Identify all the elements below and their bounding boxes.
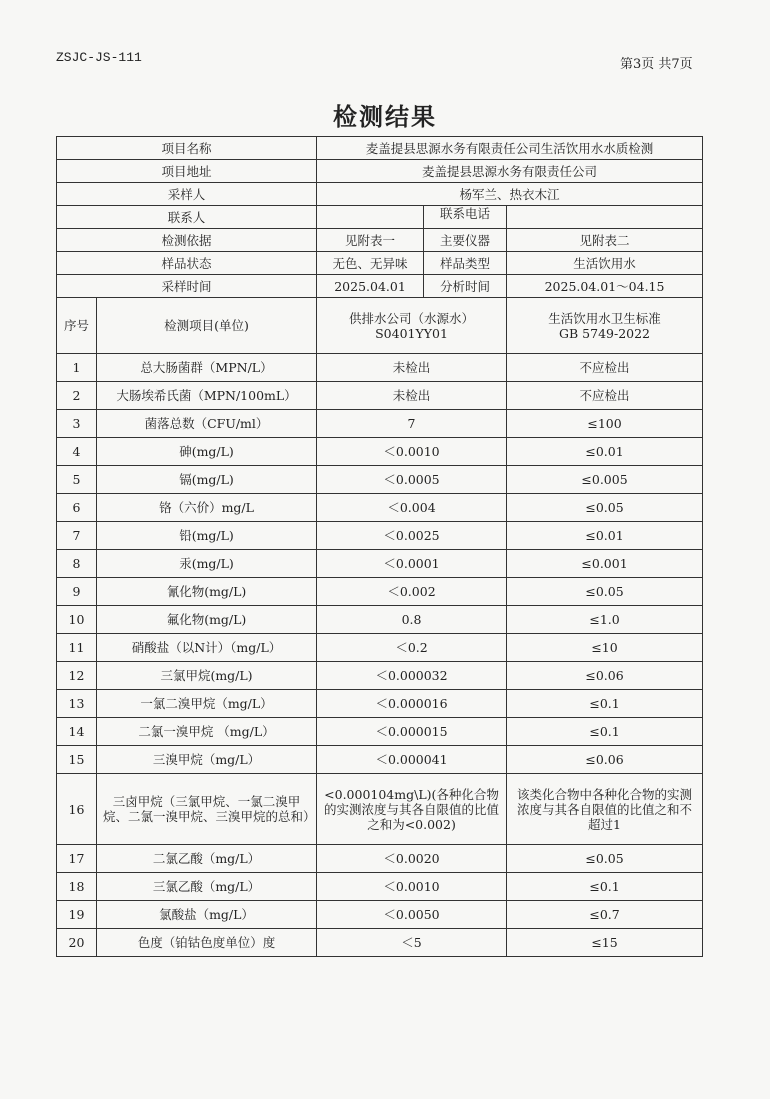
row-result: ＜5	[317, 929, 507, 957]
row-limit: ≤0.05	[507, 578, 703, 606]
row-result: ＜0.000032	[317, 662, 507, 690]
row-limit: ≤15	[507, 929, 703, 957]
row-limit: ≤0.01	[507, 438, 703, 466]
row-item: 三氯甲烷(mg/L)	[97, 662, 317, 690]
document-code: ZSJC-JS-111	[56, 50, 142, 65]
column-header-sample	[317, 298, 507, 354]
row-number: 19	[57, 901, 97, 929]
row-result: ＜0.004	[317, 494, 507, 522]
row-item: 三氯乙酸（mg/L）	[97, 873, 317, 901]
table-row	[57, 550, 703, 578]
row-number: 17	[57, 845, 97, 873]
row-number: 9	[57, 578, 97, 606]
row-result: 未检出	[317, 382, 507, 410]
project-address-label: 项目地址	[57, 160, 317, 183]
row-result: <0.000104mg\L)(各种化合物的实测浓度与其各自限值的比值之和为<0.002)	[317, 774, 507, 845]
table-row	[57, 746, 703, 774]
row-item: 氰化物(mg/L)	[97, 578, 317, 606]
row-result: ＜0.2	[317, 634, 507, 662]
table-row	[57, 774, 703, 845]
sample-state-value: 无色、无异味	[317, 252, 424, 274]
column-header-row	[57, 298, 703, 354]
row-item: 铅(mg/L)	[97, 522, 317, 550]
row-number: 7	[57, 522, 97, 550]
table-row	[57, 354, 703, 382]
phone-value	[507, 206, 703, 229]
row-number: 5	[57, 466, 97, 494]
row-item: 二氯一溴甲烷 （mg/L）	[97, 718, 317, 746]
row-item: 色度（铂钴色度单位）度	[97, 929, 317, 957]
project-address-value: 麦盖提县思源水务有限责任公司	[317, 160, 703, 183]
row-item: 三卤甲烷（三氯甲烷、一氯二溴甲烷、二氯一溴甲烷、三溴甲烷的总和）	[97, 774, 317, 845]
row-number: 2	[57, 382, 97, 410]
contact-value	[317, 206, 507, 229]
row-item: 二氯乙酸（mg/L）	[97, 845, 317, 873]
row-limit: ≤0.7	[507, 901, 703, 929]
table-row	[57, 929, 703, 957]
row-limit: ≤0.06	[507, 746, 703, 774]
sampling-time-cell	[317, 275, 507, 298]
column-header-item: 检测项目(单位)	[97, 298, 317, 354]
table-row	[57, 606, 703, 634]
basis-cell	[317, 229, 507, 252]
row-number: 20	[57, 929, 97, 957]
analysis-time-label: 分析时间	[440, 278, 491, 294]
table-row	[57, 662, 703, 690]
row-limit: ≤10	[507, 634, 703, 662]
table-row	[57, 522, 703, 550]
row-number: 4	[57, 438, 97, 466]
table-row	[57, 410, 703, 438]
table-row	[57, 634, 703, 662]
basis-label: 检测依据	[57, 229, 317, 252]
sample-type-value: 生活饮用水	[507, 252, 703, 275]
row-limit: 不应检出	[507, 382, 703, 410]
page-title: 检测结果	[333, 103, 437, 131]
row-number: 10	[57, 606, 97, 634]
sample-code: S0401YY01	[375, 325, 448, 341]
row-number: 15	[57, 746, 97, 774]
row-number: 3	[57, 410, 97, 438]
row-item: 菌落总数（CFU/ml）	[97, 410, 317, 438]
row-number: 8	[57, 550, 97, 578]
phone-label: 联系电话	[440, 206, 491, 221]
sampler-label: 采样人	[57, 183, 317, 206]
row-number: 1	[57, 354, 97, 382]
info-row-basis	[57, 229, 703, 252]
row-limit: ≤1.0	[507, 606, 703, 634]
sample-state-cell	[317, 252, 507, 275]
column-header-standard	[507, 298, 703, 354]
table-row	[57, 466, 703, 494]
row-result: ＜0.0005	[317, 466, 507, 494]
info-row-contact	[57, 206, 703, 229]
page-number: 第3页 共7页	[620, 57, 693, 72]
row-result: ＜0.000041	[317, 746, 507, 774]
row-limit: ≤0.001	[507, 550, 703, 578]
project-name-value: 麦盖提县思源水务有限责任公司生活饮用水水质检测	[317, 137, 703, 160]
row-item: 砷(mg/L)	[97, 438, 317, 466]
row-number: 14	[57, 718, 97, 746]
row-limit: ≤100	[507, 410, 703, 438]
row-limit: 该类化合物中各种化合物的实测浓度与其各自限值的比值之和不超过1	[507, 774, 703, 845]
row-limit: ≤0.1	[507, 718, 703, 746]
row-limit: ≤0.01	[507, 522, 703, 550]
row-limit: ≤0.06	[507, 662, 703, 690]
results-table	[56, 136, 703, 957]
row-item: 大肠埃希氏菌（MPN/100mL）	[97, 382, 317, 410]
instrument-value: 见附表二	[507, 229, 703, 252]
row-limit: ≤0.1	[507, 873, 703, 901]
info-row-sampling-time	[57, 275, 703, 298]
contact-label: 联系人	[57, 206, 317, 229]
row-result: ＜0.0050	[317, 901, 507, 929]
row-result: 7	[317, 410, 507, 438]
table-row	[57, 873, 703, 901]
table-row	[57, 690, 703, 718]
row-result: ＜0.000015	[317, 718, 507, 746]
row-item: 氟化物(mg/L)	[97, 606, 317, 634]
sample-name: 供排水公司（水源水）	[349, 310, 475, 326]
row-limit: ≤0.05	[507, 494, 703, 522]
row-result: ＜0.000016	[317, 690, 507, 718]
row-result: ＜0.0020	[317, 845, 507, 873]
table-row	[57, 845, 703, 873]
row-limit: ≤0.05	[507, 845, 703, 873]
sample-state-label: 样品状态	[57, 252, 317, 275]
contact-value-cell	[317, 206, 424, 228]
table-row	[57, 438, 703, 466]
sampling-time-label: 采样时间	[57, 275, 317, 298]
info-row-sampler	[57, 183, 703, 206]
sample-type-label: 样品类型	[440, 255, 491, 271]
table-row	[57, 718, 703, 746]
row-limit: 不应检出	[507, 354, 703, 382]
row-item: 硝酸盐（以N计）（mg/L）	[97, 634, 317, 662]
column-header-no: 序号	[57, 298, 97, 354]
sampling-time-value: 2025.04.01	[317, 275, 424, 297]
table-row	[57, 578, 703, 606]
row-limit: ≤0.005	[507, 466, 703, 494]
instrument-label: 主要仪器	[440, 232, 491, 248]
row-result: 0.8	[317, 606, 507, 634]
row-item: 铬（六价）mg/L	[97, 494, 317, 522]
row-result: ＜0.0010	[317, 873, 507, 901]
row-item: 总大肠菌群（MPN/L）	[97, 354, 317, 382]
info-row-sample-state	[57, 252, 703, 275]
standard-code: GB 5749-2022	[559, 325, 651, 341]
analysis-time-value: 2025.04.01～04.15	[507, 275, 703, 298]
row-item: 镉(mg/L)	[97, 466, 317, 494]
row-result: ＜0.0001	[317, 550, 507, 578]
table-row	[57, 382, 703, 410]
info-row-project-name	[57, 137, 703, 160]
row-item: 汞(mg/L)	[97, 550, 317, 578]
basis-value: 见附表一	[317, 229, 424, 251]
row-number: 6	[57, 494, 97, 522]
row-number: 18	[57, 873, 97, 901]
info-row-project-address	[57, 160, 703, 183]
sampler-value: 杨军兰、热衣木江	[317, 183, 703, 206]
row-number: 16	[57, 774, 97, 845]
row-result: ＜0.0010	[317, 438, 507, 466]
project-name-label: 项目名称	[57, 137, 317, 160]
row-item: 氯酸盐（mg/L）	[97, 901, 317, 929]
row-result: 未检出	[317, 354, 507, 382]
standard-name: 生活饮用水卫生标准	[548, 310, 661, 326]
row-item: 三溴甲烷（mg/L）	[97, 746, 317, 774]
row-number: 11	[57, 634, 97, 662]
row-limit: ≤0.1	[507, 690, 703, 718]
row-number: 12	[57, 662, 97, 690]
table-row	[57, 494, 703, 522]
row-item: 一氯二溴甲烷（mg/L）	[97, 690, 317, 718]
row-number: 13	[57, 690, 97, 718]
table-row	[57, 901, 703, 929]
row-result: ＜0.002	[317, 578, 507, 606]
row-result: ＜0.0025	[317, 522, 507, 550]
